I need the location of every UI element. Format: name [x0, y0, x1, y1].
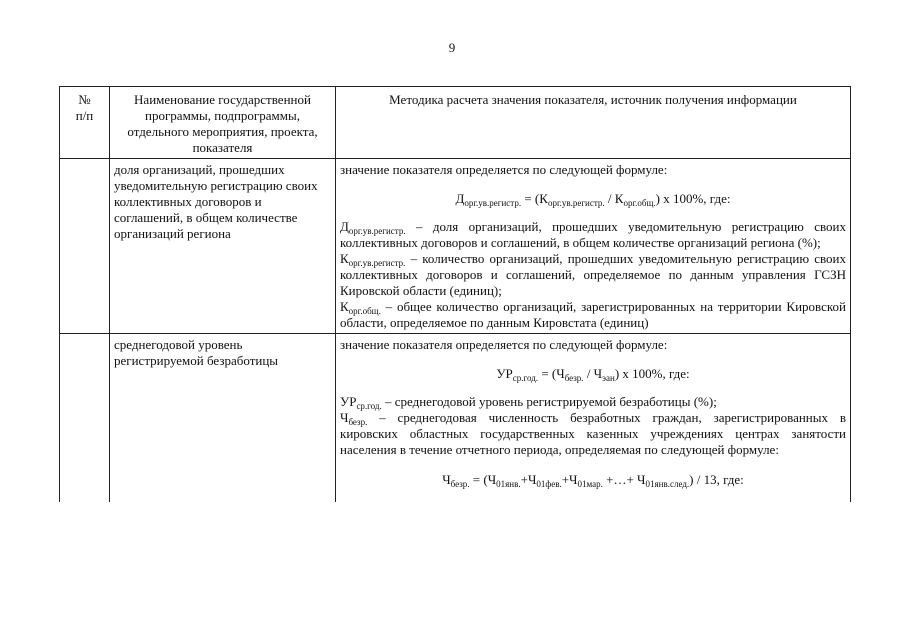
definition: $Ч_{безр.}$ – среднегодовая численность безработных граждан, зарегистрированных в кировских областных государственных казенных учреждениях центрах занятости населения в течение отчетного периода, определяемая по следующей формуле:: [340, 410, 846, 457]
definition: $УР_{ср.год.}$ – среднегодовой уровень регистрируемой безработицы (%);: [340, 394, 717, 411]
row-number: [60, 159, 110, 334]
formula: $Д_{орг.ув.регистр.} = (К_{орг.ув.регистр.} / К_{орг.общ.})$ x 100%, где:: [455, 191, 731, 208]
row-number: [60, 334, 110, 503]
table-row: [60, 159, 851, 334]
header-method: Методика расчета значения показателя, источник получения информации: [336, 87, 851, 159]
header-name: Наименование государственной программы, подпрограммы, отдельного мероприятия, проекта, показателя: [110, 87, 336, 159]
indicator-name: доля организаций, прошедших уведомительную регистрацию своих коллективных договоров и соглашений, в общем количестве организаций региона: [110, 159, 336, 334]
method-intro: значение показателя определяется по следующей формуле:: [340, 162, 668, 177]
table-row: [60, 334, 851, 503]
definition: $К_{орг.ув.регистр.}$ – количество организаций, прошедших уведомительную регистрацию своих коллективных договоров и соглашений, определяемое по данным управления ГСЗН Кировской области (единиц);: [340, 251, 846, 298]
definition: $К_{орг.общ.}$ – общее количество организаций, зарегистрированных на территории Кировской области, определяемое по данным Кировстата (единиц): [340, 299, 846, 330]
method-cell: [336, 159, 851, 334]
method-cell: [336, 334, 851, 503]
header-number: № п/п: [60, 87, 110, 159]
indicator-name: среднегодовой уровень регистрируемой безработицы: [110, 334, 336, 503]
indicators-table: [59, 86, 851, 502]
page-number: 9: [448, 40, 456, 55]
table-header-row: [60, 87, 851, 159]
method-intro: значение показателя определяется по следующей формуле:: [340, 337, 668, 352]
formula: $УР_{ср.год.} = (Ч_{безр.} / Ч_{эан})$ x 100%, где:: [496, 366, 690, 383]
formula-2: $Ч_{безр.} = (Ч_{01янв.}+Ч_{01фев.}+Ч_{01мар.}$ +…+ $Ч_{01янв.след.}) / 13$, где:: [442, 472, 744, 489]
definition: $Д_{орг.ув.регистр.}$ – доля организаций, прошедших уведомительную регистрацию своих коллективных договоров и соглашений, в общем количестве организаций региона (%);: [340, 219, 846, 250]
